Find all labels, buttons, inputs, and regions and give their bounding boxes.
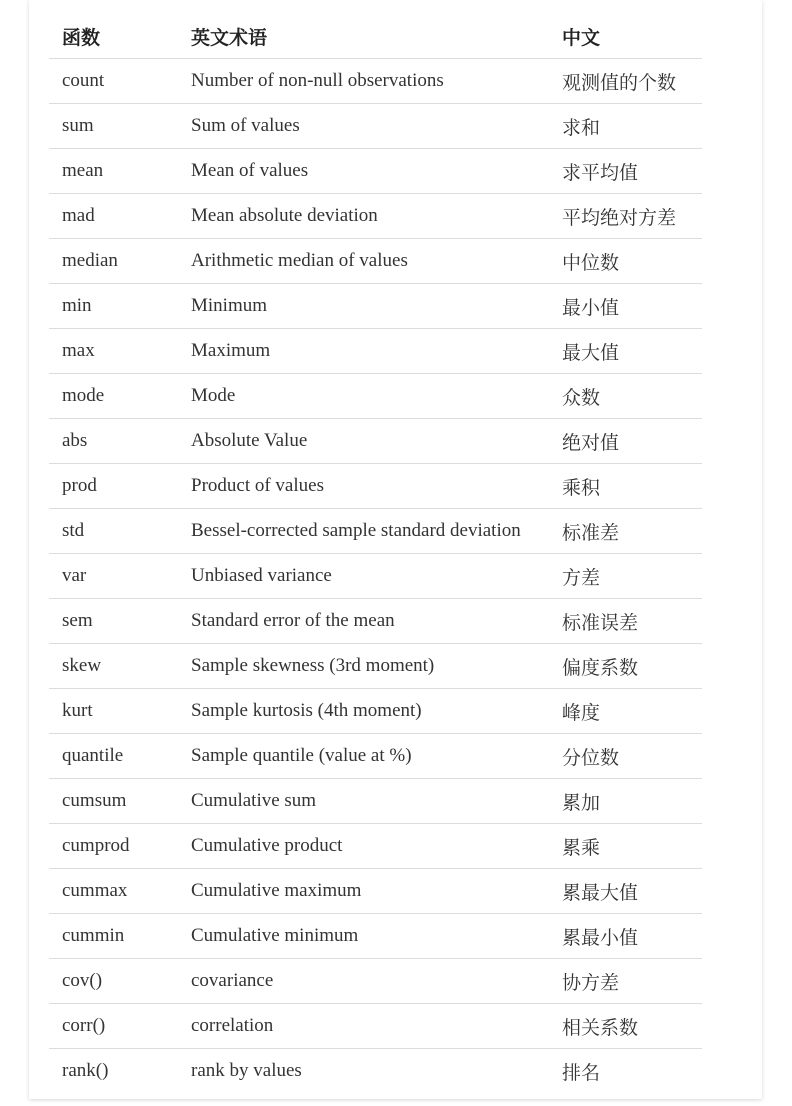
- table-row: [49, 734, 702, 779]
- cell-function: abs: [49, 419, 178, 464]
- cell-english-term: Number of non-null observations: [178, 59, 556, 104]
- table-row: [49, 554, 702, 599]
- table-row: [49, 419, 702, 464]
- table-row: [49, 284, 702, 329]
- cell-function: corr(): [49, 1004, 178, 1049]
- table-row: [49, 1049, 702, 1094]
- cell-english-term: Mean of values: [178, 149, 556, 194]
- cell-english-term: Arithmetic median of values: [178, 239, 556, 284]
- cell-function: quantile: [49, 734, 178, 779]
- table-row: [49, 374, 702, 419]
- cell-chinese: 累最小值: [556, 914, 702, 959]
- cell-function: cumsum: [49, 779, 178, 824]
- cell-chinese: 标准差: [556, 509, 702, 554]
- table-row: [49, 329, 702, 374]
- cell-chinese: 观测值的个数: [556, 59, 702, 104]
- cell-function: sem: [49, 599, 178, 644]
- table-row: [49, 869, 702, 914]
- cell-english-term: Unbiased variance: [178, 554, 556, 599]
- cell-function: mean: [49, 149, 178, 194]
- cell-function: rank(): [62, 1060, 109, 1081]
- cell-english-term: covariance: [178, 959, 556, 1004]
- table-row: [49, 914, 702, 959]
- table-row: [49, 689, 702, 734]
- cell-english-term: Mode: [178, 374, 556, 419]
- cell-function: kurt: [49, 689, 178, 734]
- cell-english-term: Sample quantile (value at %): [178, 734, 556, 779]
- cell-function: var: [49, 554, 178, 599]
- cell-function: mad: [49, 194, 178, 239]
- table-row: [49, 959, 702, 1004]
- cell-english-term: Bessel-corrected sample standard deviation: [178, 509, 556, 554]
- table-body: [49, 59, 702, 1094]
- table-row: [49, 509, 702, 554]
- cell-chinese: 峰度: [556, 689, 702, 734]
- cell-function: cov(): [49, 959, 178, 1004]
- cell-chinese: 累加: [556, 779, 702, 824]
- table-row: [49, 239, 702, 284]
- table-row: [49, 824, 702, 869]
- cell-english-term: Cumulative product: [178, 824, 556, 869]
- cell-chinese: 中位数: [556, 239, 702, 284]
- cell-chinese: 最大值: [556, 329, 702, 374]
- cell-function: cummax: [49, 869, 178, 914]
- cell-chinese: 平均绝对方差: [556, 194, 702, 239]
- cell-chinese: 乘积: [556, 464, 702, 509]
- cell-english-term: Sum of values: [178, 104, 556, 149]
- cell-function: median: [49, 239, 178, 284]
- header-english-term: 英文术语: [178, 14, 556, 59]
- cell-function: count: [49, 59, 178, 104]
- cell-function: std: [49, 509, 178, 554]
- cell-function: max: [49, 329, 178, 374]
- cell-english-term: Minimum: [178, 284, 556, 329]
- cell-function: cumprod: [49, 824, 178, 869]
- cell-chinese: 众数: [556, 374, 702, 419]
- header-row: [49, 14, 702, 59]
- cell-english-term: correlation: [178, 1004, 556, 1049]
- cell-english-term: Product of values: [178, 464, 556, 509]
- cell-english-term: rank by values: [191, 1060, 302, 1081]
- cell-function: sum: [49, 104, 178, 149]
- table-row: [49, 59, 702, 104]
- table-row: [49, 779, 702, 824]
- table-row: [49, 644, 702, 689]
- table-row: [49, 1004, 702, 1049]
- table-row: [49, 104, 702, 149]
- cell-chinese: 累乘: [556, 824, 702, 869]
- cell-english-term: Standard error of the mean: [178, 599, 556, 644]
- cell-chinese: 绝对值: [556, 419, 702, 464]
- table-card: [29, 0, 762, 1099]
- table-row: [49, 194, 702, 239]
- cell-chinese: 协方差: [556, 959, 702, 1004]
- cell-chinese: 最小值: [556, 284, 702, 329]
- function-table: [49, 14, 702, 1093]
- header-chinese: 中文: [556, 14, 702, 59]
- cell-chinese: 排名: [562, 1061, 601, 1084]
- cell-english-term: Cumulative maximum: [178, 869, 556, 914]
- cell-english-term: Cumulative sum: [178, 779, 556, 824]
- cell-function: prod: [49, 464, 178, 509]
- cell-chinese: 求和: [556, 104, 702, 149]
- header-function: 函数: [49, 14, 178, 59]
- cell-chinese: 累最大值: [556, 869, 702, 914]
- cell-function: mode: [49, 374, 178, 419]
- cell-chinese: 求平均值: [556, 149, 702, 194]
- cell-chinese: 方差: [556, 554, 702, 599]
- cell-chinese: 标准误差: [556, 599, 702, 644]
- cell-english-term: Sample skewness (3rd moment): [178, 644, 556, 689]
- cell-english-term: Sample kurtosis (4th moment): [178, 689, 556, 734]
- cell-chinese: 分位数: [556, 734, 702, 779]
- cell-chinese: 相关系数: [556, 1004, 702, 1049]
- cell-chinese: 偏度系数: [556, 644, 702, 689]
- cell-english-term: Maximum: [178, 329, 556, 374]
- cell-english-term: Mean absolute deviation: [178, 194, 556, 239]
- cell-english-term: Cumulative minimum: [178, 914, 556, 959]
- cell-english-term: Absolute Value: [178, 419, 556, 464]
- cell-function: min: [49, 284, 178, 329]
- table-row: [49, 464, 702, 509]
- cell-function: cummin: [49, 914, 178, 959]
- cell-function: skew: [49, 644, 178, 689]
- table-row: [49, 149, 702, 194]
- table-row: [49, 599, 702, 644]
